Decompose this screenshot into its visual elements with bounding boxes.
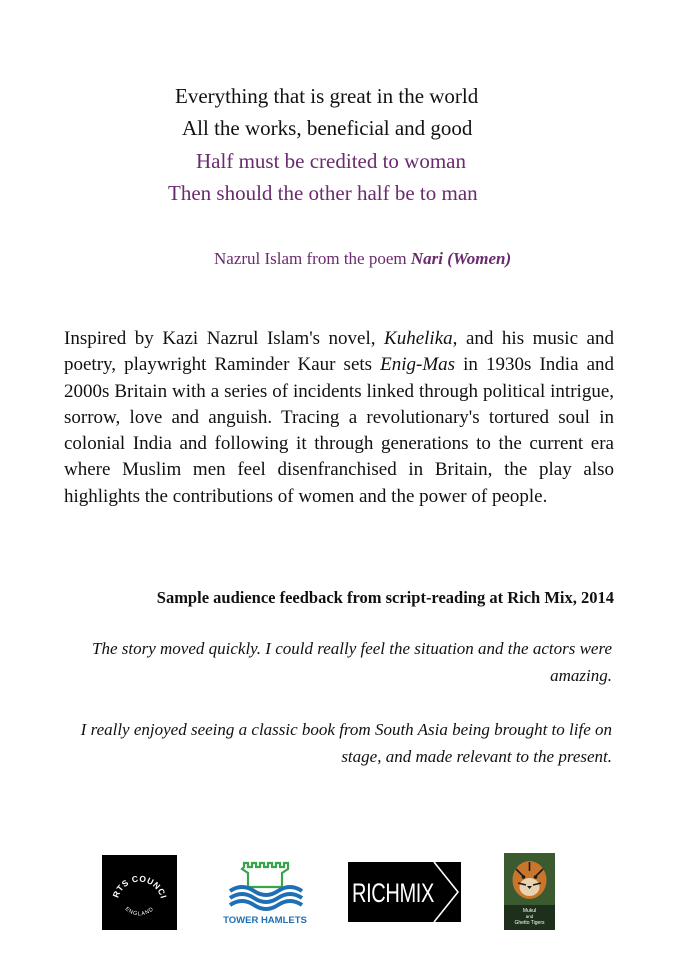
description-paragraph bbox=[64, 326, 614, 510]
arts-council-bottom-text: ENGLAND bbox=[123, 906, 156, 918]
book-title-line-2: and bbox=[525, 914, 534, 919]
rich-mix-logo bbox=[348, 862, 461, 922]
book-title-line-3: Ghetto Tigers bbox=[514, 920, 545, 926]
poem-attribution bbox=[214, 249, 511, 269]
book-cover-image bbox=[504, 853, 555, 930]
book-title-line-1: Mukul bbox=[522, 908, 537, 914]
feedback-heading: Sample audience feedback from script-reading at Rich Mix, 2014 bbox=[156, 588, 614, 607]
arts-council-arc-text: RTS COUNCI bbox=[110, 873, 169, 900]
description-part-2: , and his music and poetry, playwright Raminder Kaur sets bbox=[64, 328, 614, 376]
attribution-prefix: Nazrul Islam from the poem bbox=[214, 249, 411, 268]
description-part-1: Inspired by Kazi Nazrul Islam's novel, bbox=[64, 328, 385, 349]
poem-line-2: All the works, beneficial and good bbox=[182, 116, 473, 140]
svg-text:ARTS COUNCIL bbox=[102, 855, 169, 900]
poem-line-4: Then should the other half be to man bbox=[168, 181, 478, 205]
rich-mix-text: RICHMIX bbox=[352, 878, 435, 908]
feedback-quote-1: The story moved quickly. I could really feel the situation and the actors were amazing. bbox=[92, 639, 612, 685]
tower-hamlets-logo bbox=[220, 857, 310, 929]
description-part-3: in 1930s India and 2000s Britain with a series of incidents linked through political intrigue, sorrow, love and anguish. Tracing a revolutionary's tortured soul in colonial India and following it through generations to the current era where Muslim men feel disenfranchised in Britain, the play also highlights the contributions of women and the power of people. bbox=[64, 354, 615, 507]
tower-hamlets-text: TOWER HAMLETS bbox=[223, 915, 307, 926]
poem-line-3: Half must be credited to woman bbox=[196, 149, 467, 173]
svg-text:ENGLAND bbox=[124, 906, 156, 917]
arts-council-logo bbox=[102, 855, 177, 930]
poem-line-1: Everything that is great in the world bbox=[175, 84, 479, 108]
poem-title: Nari (Women) bbox=[410, 249, 512, 268]
play-title: Enig-Mas bbox=[380, 354, 456, 376]
feedback-quote-2: I really enjoyed seeing a classic book from South Asia being brought to life on stage, and made relevant to the present. bbox=[80, 720, 612, 766]
novel-title: Kuhelika bbox=[384, 328, 453, 349]
